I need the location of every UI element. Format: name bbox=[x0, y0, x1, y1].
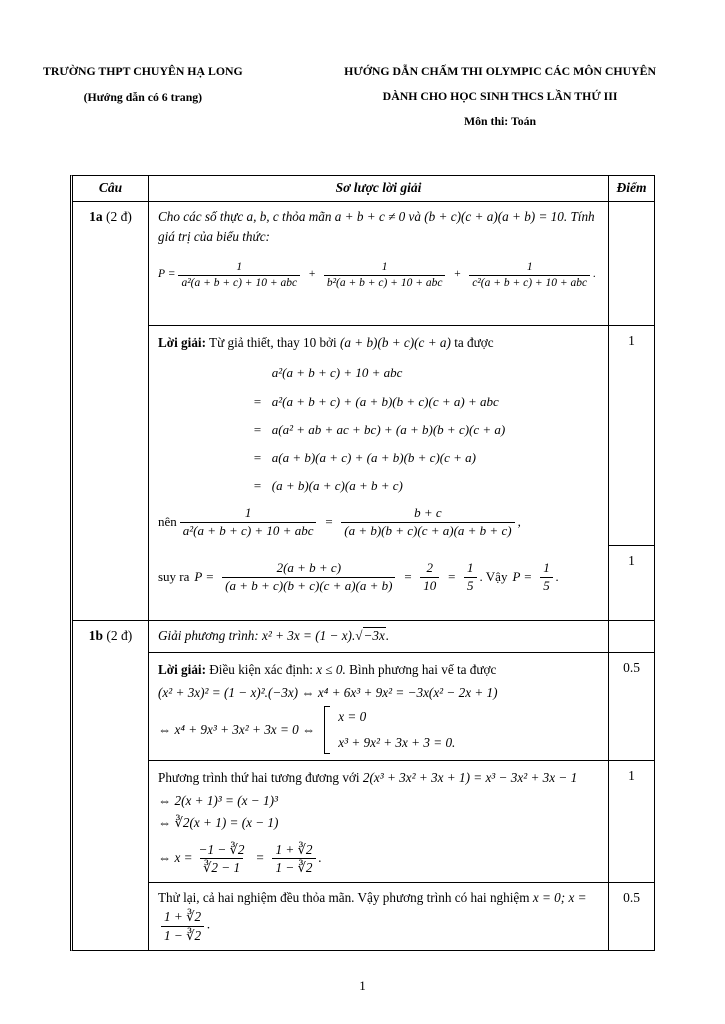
left-bracket bbox=[324, 706, 330, 754]
equation-line: ⇔ 2(x + 1)³ = (x − 1)³ bbox=[158, 792, 278, 808]
eq-end: , bbox=[517, 514, 521, 530]
eq-end: . bbox=[207, 917, 211, 933]
math-run: 2(x³ + 3x² + 3x + 1) = x³ − 3x² + 3x − 1 bbox=[362, 770, 578, 786]
fraction-denominator: 5 bbox=[540, 577, 553, 595]
problem-1a-text: Cho các số thực a, b, c thỏa mãn a + b + c ≠ 0 và (b + c)(c + a)(a + b) = 10. Tính giá trị của biểu thức: bbox=[158, 209, 595, 245]
fraction-numerator: 1 bbox=[526, 260, 533, 273]
fraction-denominator: 5 bbox=[464, 577, 477, 595]
fraction-numerator: b + c bbox=[414, 505, 442, 521]
fraction-denominator: a²(a + b + c) + 10 + abc bbox=[178, 275, 300, 291]
math-run: P = bbox=[194, 569, 215, 585]
eq-sign: = bbox=[252, 449, 262, 465]
fraction-numerator: 1 + ∛2 bbox=[164, 909, 202, 925]
equals-operator: = bbox=[447, 569, 457, 585]
text-run: Thử lại, cả hai nghiệm đều thỏa mãn. Vậy phương trình có hai nghiệm bbox=[158, 889, 533, 905]
fraction-denominator: (a + b)(b + c)(c + a)(a + b + c) bbox=[341, 522, 514, 540]
fraction-denominator: c²(a + b + c) + 10 + abc bbox=[469, 275, 590, 291]
row-1a-problem bbox=[149, 202, 654, 326]
suyra-equation bbox=[158, 560, 599, 595]
fraction-numerator: 1 bbox=[244, 505, 252, 521]
fraction-denominator: a²(a + b + c) + 10 + abc bbox=[180, 522, 317, 540]
sqrt-expression bbox=[355, 627, 386, 643]
math-run: (a + b)(b + c)(c + a) bbox=[339, 335, 451, 350]
x-value-equation bbox=[158, 841, 599, 876]
math-run: P = bbox=[512, 569, 533, 585]
eq-sign bbox=[252, 363, 262, 383]
fraction-numerator: 1 + ∛2 bbox=[275, 841, 313, 857]
solution-1a-part1 bbox=[149, 326, 608, 546]
header-note: (Hướng dẫn có 6 trang) bbox=[83, 90, 203, 104]
fraction bbox=[222, 560, 395, 595]
case-1: x = 0 bbox=[338, 709, 367, 725]
eq-expr: (a + b)(a + c)(a + b + c) bbox=[271, 478, 403, 494]
solution-lead bbox=[158, 660, 599, 680]
nen-equation bbox=[158, 505, 599, 540]
table-header-row bbox=[73, 176, 654, 202]
row-1b-body bbox=[149, 621, 654, 950]
equation-line: ⇔ ∛2(x + 1) = (x − 1) bbox=[158, 815, 279, 831]
score-cell-empty bbox=[608, 202, 654, 325]
doc-subject: Môn thi: Toán bbox=[464, 114, 537, 128]
question-number-1a: 1a bbox=[89, 209, 103, 224]
fraction bbox=[420, 560, 439, 595]
eq-end: . bbox=[555, 569, 559, 585]
question-label-1b bbox=[73, 621, 149, 950]
row-1b bbox=[73, 621, 654, 950]
math-run: ⇔ x⁴ + 9x³ + 3x² + 3x = 0 ⇔ bbox=[158, 722, 316, 738]
math-run: ⇔ x = bbox=[158, 850, 193, 866]
row-1b-problem bbox=[149, 621, 654, 653]
score-cell: 1 bbox=[608, 761, 654, 882]
problem-1a-cell bbox=[149, 202, 608, 325]
solution-1b-part3 bbox=[149, 883, 608, 950]
sqrt-radicand: −3x bbox=[363, 628, 385, 643]
fraction bbox=[540, 560, 553, 595]
eq-sign: = bbox=[252, 393, 262, 409]
sqrt-symbol: √ bbox=[355, 628, 363, 643]
score-cell: 1 bbox=[608, 326, 654, 546]
fraction-denominator: 1 − ∛2 bbox=[272, 858, 315, 876]
fraction-numerator: 2 bbox=[426, 560, 433, 575]
loigiai-label: Lời giải: bbox=[158, 335, 206, 350]
fraction-numerator: 1 bbox=[381, 260, 388, 273]
page-header bbox=[43, 64, 682, 139]
fraction bbox=[178, 260, 300, 291]
fraction-denominator: b²(a + b + c) + 10 + abc bbox=[324, 275, 446, 291]
problem-1b-end: . bbox=[385, 628, 390, 643]
fraction-numerator: 1 bbox=[543, 560, 550, 575]
eq-end: . bbox=[593, 268, 597, 281]
fraction bbox=[324, 260, 446, 291]
col-header-cau: Câu bbox=[73, 176, 149, 201]
page-number: 1 bbox=[359, 978, 366, 993]
solution-1b-part2 bbox=[149, 761, 608, 882]
text-run: suy ra bbox=[158, 569, 190, 585]
fraction bbox=[161, 908, 204, 943]
math-run: x = 0; x = bbox=[532, 889, 587, 905]
text-run: ta được bbox=[450, 335, 494, 350]
problem-1b-cell bbox=[149, 621, 608, 652]
fraction-numerator: 2(a + b + c) bbox=[276, 560, 342, 575]
fraction bbox=[464, 560, 477, 595]
score-cell: 0.5 bbox=[608, 883, 654, 950]
eq-sign: = bbox=[252, 421, 262, 437]
plus-operator: + bbox=[308, 268, 316, 281]
header-right-block bbox=[344, 64, 682, 139]
row-1a bbox=[73, 202, 654, 621]
fraction bbox=[196, 841, 248, 876]
equals-operator: = bbox=[255, 850, 265, 866]
header-left-block bbox=[43, 64, 243, 116]
text-run: Bình phương hai vế ta được bbox=[345, 662, 497, 678]
problem-1a-equation bbox=[158, 260, 599, 291]
math-run: x ≤ 0. bbox=[316, 662, 346, 678]
school-name: TRƯỜNG THPT CHUYÊN HẠ LONG bbox=[43, 64, 243, 78]
cases-body bbox=[338, 706, 455, 754]
score-cell: 1 bbox=[608, 546, 654, 620]
equals-operator: = bbox=[324, 514, 334, 530]
equation-line: (x² + 3x)² = (1 − x)².(−3x) ⇔ x⁴ + 6x³ + 9x² = −3x(x² − 2x + 1) bbox=[158, 684, 498, 700]
question-points-1a: (2 đ) bbox=[102, 209, 132, 224]
text-run: Từ giả thiết, thay 10 bởi bbox=[205, 335, 340, 350]
solution-table bbox=[70, 175, 655, 951]
fraction bbox=[272, 841, 315, 876]
solution-line bbox=[158, 768, 599, 788]
solution-1a-part2 bbox=[149, 546, 608, 620]
eq-expr: a(a + b)(a + c) + (a + b)(b + c)(c + a) bbox=[271, 449, 476, 465]
row-1b-solution-1 bbox=[149, 653, 654, 761]
plus-operator: + bbox=[453, 268, 462, 281]
loigiai-label: Lời giải: bbox=[158, 662, 206, 678]
eq-expr: a²(a + b + c) + (a + b)(b + c)(c + a) + abc bbox=[271, 393, 499, 409]
question-label-1a bbox=[73, 202, 149, 620]
fraction bbox=[180, 505, 317, 540]
row-1a-body bbox=[149, 202, 654, 620]
equals-operator: = bbox=[403, 569, 413, 585]
solution-1b-part1 bbox=[149, 653, 608, 760]
eq-end: . bbox=[318, 850, 322, 866]
fraction-numerator: 1 bbox=[236, 260, 243, 273]
text-run: Phương trình thứ hai tương đương với bbox=[158, 770, 363, 786]
col-header-diem: Điểm bbox=[608, 176, 654, 201]
text-run: . Vậy bbox=[479, 569, 508, 585]
fraction-denominator: 1 − ∛2 bbox=[161, 926, 204, 944]
eq-lhs: P = bbox=[158, 268, 176, 281]
row-1b-solution-3 bbox=[149, 883, 654, 950]
problem-1b-text: Giải phương trình: x² + 3x = (1 − x). bbox=[158, 628, 356, 643]
aligned-equations bbox=[252, 363, 506, 496]
row-1a-solution-2 bbox=[149, 546, 654, 620]
row-1a-solution-1 bbox=[149, 326, 654, 546]
col-header-solution: Sơ lược lời giải bbox=[335, 180, 422, 195]
text-run: nên bbox=[158, 514, 177, 530]
row-1b-solution-2 bbox=[149, 761, 654, 883]
question-points-1b: (2 đ) bbox=[103, 628, 133, 643]
cases-line bbox=[158, 706, 599, 754]
fraction-numerator: −1 − ∛2 bbox=[198, 841, 245, 857]
fraction-denominator: 10 bbox=[420, 577, 439, 595]
cases-bracket-group bbox=[324, 706, 455, 754]
fraction bbox=[341, 505, 514, 540]
score-cell: 0.5 bbox=[608, 653, 654, 760]
fraction-denominator: (a + b + c)(b + c)(c + a)(a + b) bbox=[222, 577, 395, 595]
question-number-1b: 1b bbox=[88, 628, 103, 643]
text-run: Điều kiện xác định: bbox=[205, 662, 317, 678]
doc-title-line1: HƯỚNG DẪN CHẤM THI OLYMPIC CÁC MÔN CHUYÊN bbox=[344, 64, 656, 78]
solution-lead bbox=[158, 333, 599, 353]
eq-expr: a(a² + ab + ac + bc) + (a + b)(b + c)(c + a) bbox=[271, 421, 506, 437]
fraction-numerator: 1 bbox=[467, 560, 474, 575]
doc-title-line2: DÀNH CHO HỌC SINH THCS LẦN THỨ III bbox=[382, 89, 618, 103]
case-2: x³ + 9x² + 3x + 3 = 0. bbox=[338, 734, 456, 750]
eq-expr: a²(a + b + c) + 10 + abc bbox=[271, 365, 403, 381]
fraction bbox=[469, 260, 590, 291]
fraction-denominator: ∛2 − 1 bbox=[200, 858, 243, 876]
eq-sign: = bbox=[252, 478, 262, 494]
score-cell-empty bbox=[608, 621, 654, 652]
